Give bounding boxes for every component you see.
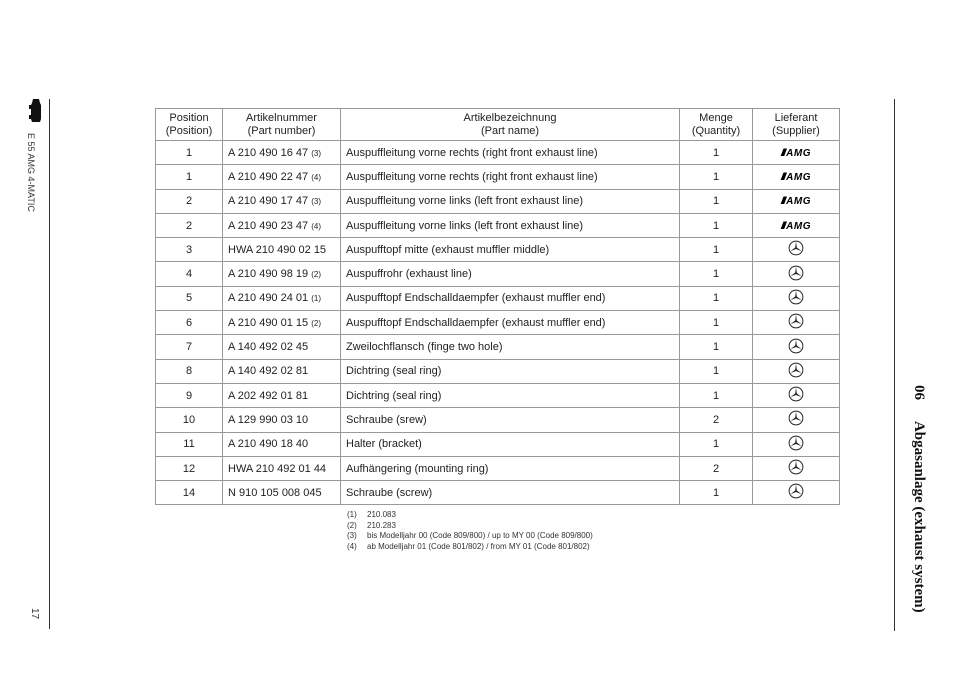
quantity-cell: 1 [680,213,753,237]
table-row [156,189,840,213]
part-number-cell: A 210 490 98 19 (2) [223,262,341,286]
footnote-ref: (1) [311,294,321,304]
mercedes-star-icon [788,289,804,305]
quantity-cell: 1 [680,262,753,286]
quantity-cell: 2 [680,456,753,480]
mercedes-star-icon [788,265,804,281]
quantity-cell: 1 [680,311,753,335]
table-row [156,262,840,286]
mercedes-star-icon [788,313,804,329]
table-row [156,383,840,407]
supplier-cell [753,359,840,383]
part-name-cell: Dichtring (seal ring) [341,359,680,383]
part-name-cell: Dichtring (seal ring) [341,383,680,407]
vehicle-model-label: E 55 AMG 4-MATIC [26,133,36,212]
mercedes-star-icon [788,410,804,426]
table-row [156,456,840,480]
table-row [156,408,840,432]
part-number-cell: A 210 490 16 47 (3) [223,141,341,165]
part-name-cell: Aufhängering (mounting ring) [341,456,680,480]
part-number-cell: HWA 210 490 02 15 [223,238,341,262]
position-cell: 2 [156,213,223,237]
footnote-line: (4) ab Modelljahr 01 (Code 801/802) / from MY 01 (Code 801/802) [347,541,590,551]
car-silhouette-icon [29,97,43,125]
quantity-cell: 1 [680,383,753,407]
supplier-cell [753,335,840,359]
supplier-cell [753,383,840,407]
table-row [156,311,840,335]
quantity-cell: 1 [680,286,753,310]
quantity-cell: 1 [680,238,753,262]
header-quantity: Menge (Quantity) [680,109,753,141]
mercedes-star-icon [788,338,804,354]
part-number-cell: HWA 210 492 01 44 [223,456,341,480]
parts-table [155,108,840,505]
part-number-cell: A 210 490 01 15 (2) [223,311,341,335]
table-row [156,359,840,383]
quantity-cell: 1 [680,359,753,383]
section-title: Abgasanlage (exhaust system) [911,420,927,613]
mercedes-star-icon [788,483,804,499]
part-name-cell: Auspuffleitung vorne links (left front exhaust line) [341,213,680,237]
table-row [156,238,840,262]
supplier-cell [753,286,840,310]
amg-logo-icon: //// AMG [781,147,811,159]
table-row [156,213,840,237]
footnote-line: (2) 210.283 [347,520,396,530]
table-header-row [156,109,840,141]
supplier-cell [753,456,840,480]
part-name-cell: Auspuffleitung vorne rechts (right front exhaust line) [341,165,680,189]
position-cell: 6 [156,311,223,335]
quantity-cell: 1 [680,432,753,456]
quantity-cell: 1 [680,335,753,359]
position-cell: 8 [156,359,223,383]
supplier-cell [753,238,840,262]
supplier-cell [753,141,840,165]
supplier-cell [753,311,840,335]
part-name-cell: Auspufftopf Endschalldaempfer (exhaust muffler end) [341,311,680,335]
part-number-cell: A 210 490 22 47 (4) [223,165,341,189]
position-cell: 12 [156,456,223,480]
quantity-cell: 1 [680,481,753,505]
mercedes-star-icon [788,386,804,402]
header-part-number: Artikelnummer (Part number) [223,109,341,141]
position-cell: 14 [156,481,223,505]
page-number: 17 [29,608,40,620]
header-supplier: Lieferant (Supplier) [753,109,840,141]
part-name-cell: Schraube (srew) [341,408,680,432]
part-number-cell: A 210 490 24 01 (1) [223,286,341,310]
quantity-cell: 2 [680,408,753,432]
mercedes-star-icon [788,435,804,451]
part-number-cell: A 210 490 23 47 (4) [223,213,341,237]
supplier-cell [753,408,840,432]
footnote-ref: (4) [311,172,321,182]
mercedes-star-icon [788,459,804,475]
supplier-cell [753,432,840,456]
footnote-ref: (2) [311,318,321,328]
footnote-ref: (3) [311,197,321,207]
mercedes-star-icon [788,362,804,378]
part-number-cell: A 210 490 18 40 [223,432,341,456]
quantity-cell: 1 [680,189,753,213]
position-cell: 1 [156,141,223,165]
part-number-cell: N 910 105 008 045 [223,481,341,505]
part-number-cell: A 129 990 03 10 [223,408,341,432]
part-name-cell: Schraube (screw) [341,481,680,505]
position-cell: 5 [156,286,223,310]
quantity-cell: 1 [680,165,753,189]
header-part-name: Artikelbezeichnung (Part name) [341,109,680,141]
part-name-cell: Auspuffleitung vorne links (left front exhaust line) [341,189,680,213]
supplier-cell [753,165,840,189]
position-cell: 3 [156,238,223,262]
part-number-cell: A 140 492 02 81 [223,359,341,383]
table-row [156,481,840,505]
part-number-cell: A 210 490 17 47 (3) [223,189,341,213]
header-position: Position (Position) [156,109,223,141]
footnote-ref: (4) [311,221,321,231]
position-cell: 1 [156,165,223,189]
position-cell: 9 [156,383,223,407]
supplier-cell [753,262,840,286]
table-row [156,141,840,165]
supplier-cell [753,481,840,505]
right-rule [894,99,895,631]
section-number: 06 [911,385,927,400]
amg-logo-icon: //// AMG [781,220,811,232]
part-number-cell: A 202 492 01 81 [223,383,341,407]
table-row [156,165,840,189]
quantity-cell: 1 [680,141,753,165]
position-cell: 2 [156,189,223,213]
part-name-cell: Auspufftopf mitte (exhaust muffler middle) [341,238,680,262]
footnote-ref: (3) [311,148,321,158]
position-cell: 10 [156,408,223,432]
left-rule [49,99,50,629]
part-name-cell: Auspuffrohr (exhaust line) [341,262,680,286]
footnote-line: (3) bis Modelljahr 00 (Code 809/800) / up to MY 00 (Code 809/800) [347,531,593,540]
position-cell: 11 [156,432,223,456]
part-number-cell: A 140 492 02 45 [223,335,341,359]
table-row [156,335,840,359]
position-cell: 7 [156,335,223,359]
supplier-cell [753,189,840,213]
table-row [156,286,840,310]
section-heading [910,385,927,613]
part-name-cell: Auspuffleitung vorne rechts (right front exhaust line) [341,141,680,165]
part-name-cell: Halter (bracket) [341,432,680,456]
footnote-line: (1) 210.083 [347,510,396,519]
position-cell: 4 [156,262,223,286]
part-name-cell: Auspufftopf Endschalldaempfer (exhaust muffler end) [341,286,680,310]
part-name-cell: Zweilochflansch (finge two hole) [341,335,680,359]
amg-logo-icon: //// AMG [781,196,811,208]
mercedes-star-icon [788,240,804,256]
footnote-ref: (2) [311,270,321,280]
supplier-cell [753,213,840,237]
amg-logo-icon: //// AMG [781,171,811,183]
footnotes [347,510,593,552]
table-row [156,432,840,456]
